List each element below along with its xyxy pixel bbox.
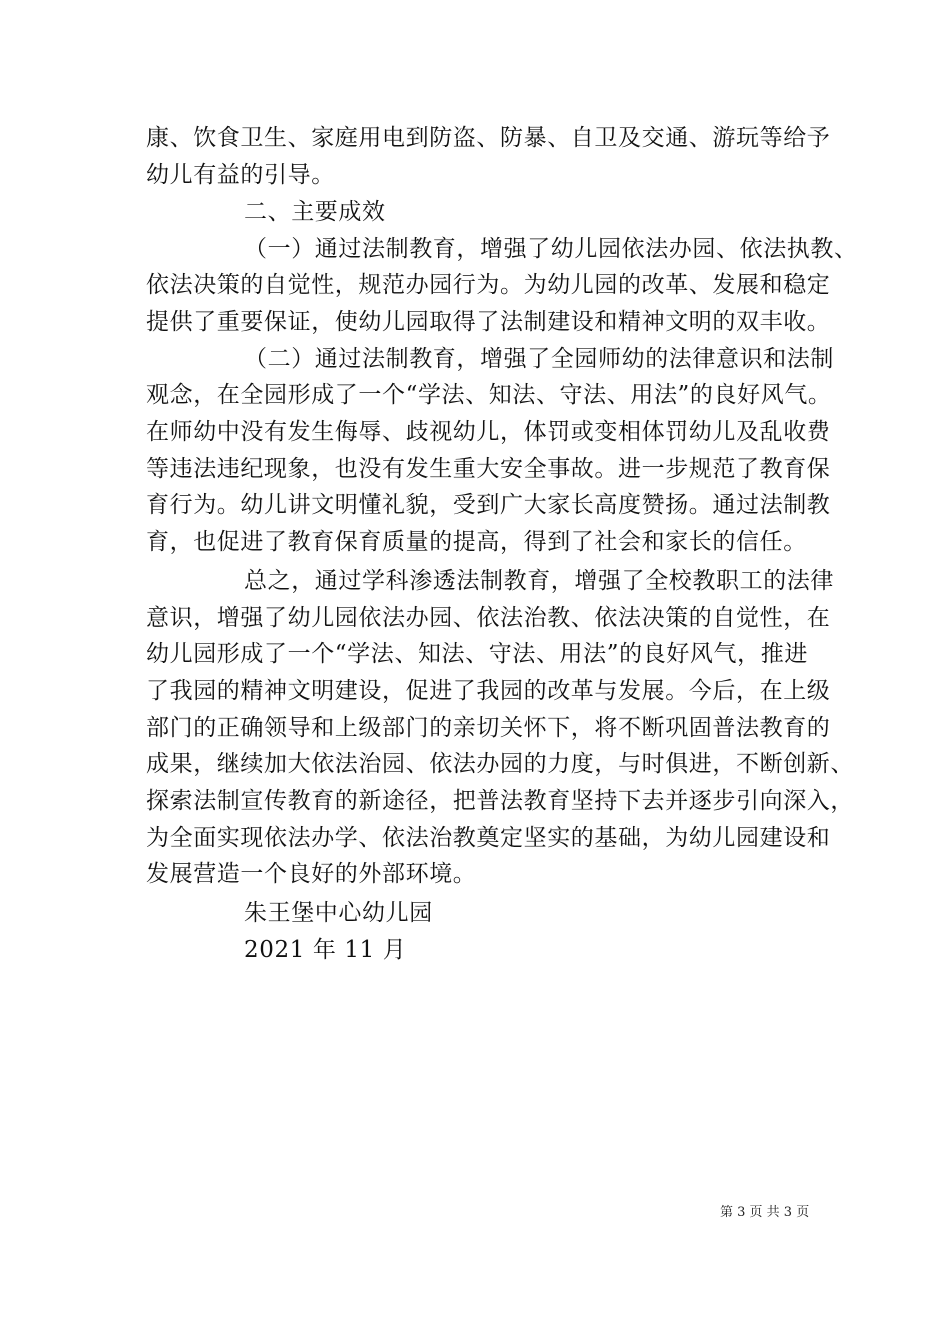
text-line: 观念，在全园形成了一个“学法、知法、守法、用法”的良好风气。	[146, 382, 832, 408]
page-number: 第 3 页 共 3 页	[720, 1205, 810, 1220]
text-line: 等违法违纪现象，也没有发生重大安全事故。进一步规范了教育保	[146, 456, 831, 482]
text-line: 意识，增强了幼儿园依法办园、依法治教、依法决策的自觉性，在	[146, 605, 831, 631]
text-line: 提供了重要保证，使幼儿园取得了法制建设和精神文明的双丰收。	[146, 309, 831, 335]
text-line: 部门的正确领导和上级部门的亲切关怀下，将不断巩固普法教育的	[146, 715, 831, 741]
text-line: 依法决策的自觉性，规范办园行为。为幼儿园的改革、发展和稳定	[146, 272, 831, 298]
text-line: 了我园的精神文明建设，促进了我园的改革与发展。今后，在上级	[146, 678, 831, 704]
text-line: 育行为。幼儿讲文明懂礼貌，受到广大家长高度赞扬。通过法制教	[146, 492, 831, 518]
text-line: 发展营造一个良好的外部环境。	[146, 861, 477, 887]
text-line: 为全面实现依法办学、依法治教奠定坚实的基础，为幼儿园建设和	[146, 825, 831, 851]
text-line: 幼儿有益的引导。	[146, 162, 335, 188]
text-line: 在师幼中没有发生侮辱、歧视幼儿，体罚或变相体罚幼儿及乱收费	[146, 419, 831, 445]
text-line: 育，也促进了教育保育质量的提高，得到了社会和家长的信任。	[146, 529, 807, 555]
signature-organization: 朱王堡中心幼儿园	[244, 900, 433, 926]
text-line: （一）通过法制教育，增强了幼儿园依法办园、依法执教、	[244, 236, 858, 262]
text-line: （二）通过法制教育，增强了全园师幼的法律意识和法制	[244, 346, 834, 372]
text-line: 康、饮食卫生、家庭用电到防盗、防暴、自卫及交通、游玩等给予	[146, 125, 831, 151]
text-line: 总之，通过学科渗透法制教育，增强了全校教职工的法律	[244, 568, 834, 594]
text-line: 探索法制宣传教育的新途径，把普法教育坚持下去并逐步引向深入，	[146, 788, 854, 814]
section-heading: 二、主要成效	[244, 199, 386, 225]
text-line: 成果，继续加大依法治园、依法办园的力度，与时俱进，不断创新、	[146, 751, 854, 777]
text-line: 幼儿园形成了一个“学法、知法、守法、用法”的良好风气，推进	[146, 641, 808, 667]
signature-date: 2021 年 11 月	[244, 937, 407, 963]
